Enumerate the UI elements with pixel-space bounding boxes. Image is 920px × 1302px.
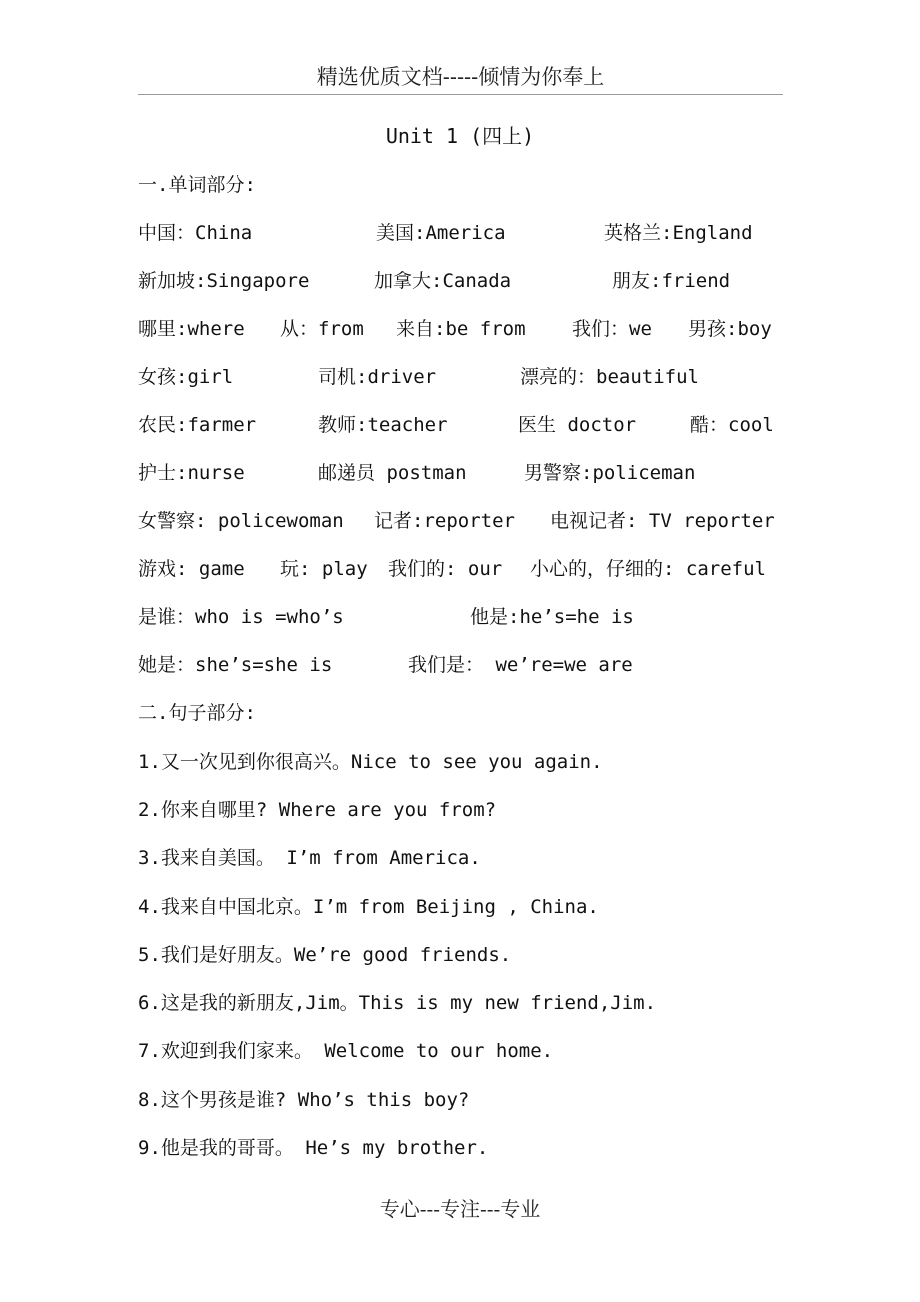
vocab-entry: 我们的: our bbox=[388, 558, 503, 580]
vocab-entry: 司机:driver bbox=[318, 366, 437, 388]
vocab-row bbox=[138, 266, 788, 296]
vocab-row bbox=[138, 650, 788, 680]
sentence-item: 6.这是我的新朋友,Jim。This is my new friend,Jim. bbox=[138, 992, 657, 1014]
sentence-item: 4.我来自中国北京。I’m from Beijing , China. bbox=[138, 896, 599, 918]
vocab-entry: 农民:farmer bbox=[138, 414, 257, 436]
vocab-entry: 新加坡:Singapore bbox=[138, 270, 310, 292]
vocab-row bbox=[138, 458, 788, 488]
vocab-entry: 英格兰:England bbox=[604, 222, 753, 244]
sentence-item: 5.我们是好朋友。We’re good friends. bbox=[138, 944, 512, 966]
sentence-item: 9.他是我的哥哥。 He’s my brother. bbox=[138, 1137, 489, 1159]
vocab-entry: 女警察: policewoman bbox=[138, 510, 344, 532]
sentence-heading: 二.句子部分: bbox=[138, 702, 256, 724]
header-divider bbox=[138, 94, 783, 95]
vocab-entry: 哪里:where bbox=[138, 318, 245, 340]
vocab-entry: 记者:reporter bbox=[374, 510, 515, 532]
vocab-row bbox=[138, 218, 788, 248]
vocab-entry: 男孩:boy bbox=[688, 318, 772, 340]
document-title: Unit 1 (四上) bbox=[385, 124, 535, 148]
vocab-entry: 来自:be from bbox=[396, 318, 526, 340]
sentence-item: 3.我来自美国。 I’m from America. bbox=[138, 847, 481, 869]
vocab-entry: 护士:nurse bbox=[138, 462, 245, 484]
vocab-entry: 教师:teacher bbox=[318, 414, 448, 436]
vocab-entry: 女孩:girl bbox=[138, 366, 234, 388]
sentence-item: 1.又一次见到你很高兴。Nice to see you again. bbox=[138, 751, 603, 773]
vocab-entry: 小心的，仔细的: careful bbox=[530, 558, 766, 580]
vocab-entry: 加拿大:Canada bbox=[374, 270, 512, 292]
vocab-row bbox=[138, 602, 788, 632]
vocab-entry: 她是：she’s=she is bbox=[138, 654, 333, 676]
sentence-item: 7.欢迎到我们家来。 Welcome to our home. bbox=[138, 1040, 554, 1062]
vocab-entry: 中国：China bbox=[138, 222, 253, 244]
vocab-row bbox=[138, 410, 788, 440]
vocab-entry: 游戏: game bbox=[138, 558, 245, 580]
page-header: 精选优质文档-----倾情为你奉上 bbox=[316, 65, 605, 89]
vocab-heading: 一.单词部分: bbox=[138, 174, 256, 196]
vocab-entry: 电视记者: TV reporter bbox=[550, 510, 775, 532]
vocab-entry: 玩: play bbox=[280, 558, 368, 580]
page-footer: 专心---专注---专业 bbox=[379, 1197, 541, 1221]
vocab-row bbox=[138, 314, 788, 344]
sentence-item: 8.这个男孩是谁? Who’s this boy? bbox=[138, 1089, 470, 1111]
vocab-entry: 我们是： we’re=we are bbox=[408, 654, 633, 676]
sentence-item: 2.你来自哪里? Where are you from? bbox=[138, 799, 497, 821]
vocab-entry: 医生 doctor bbox=[518, 414, 637, 436]
vocab-entry: 酷：cool bbox=[690, 414, 774, 436]
vocab-entry: 邮递员 postman bbox=[318, 462, 467, 484]
vocab-entry: 他是:he’s=he is bbox=[470, 606, 634, 628]
vocab-entry: 美国:America bbox=[376, 222, 506, 244]
vocab-entry: 从：from bbox=[280, 318, 364, 340]
vocab-entry: 我们：we bbox=[572, 318, 652, 340]
vocab-row bbox=[138, 554, 788, 584]
vocab-entry: 是谁：who is =who’s bbox=[138, 606, 344, 628]
vocab-row bbox=[138, 506, 788, 536]
vocab-entry: 漂亮的：beautiful bbox=[520, 366, 699, 388]
vocab-entry: 男警察:policeman bbox=[524, 462, 696, 484]
vocab-entry: 朋友:friend bbox=[612, 270, 731, 292]
vocab-row bbox=[138, 362, 788, 392]
